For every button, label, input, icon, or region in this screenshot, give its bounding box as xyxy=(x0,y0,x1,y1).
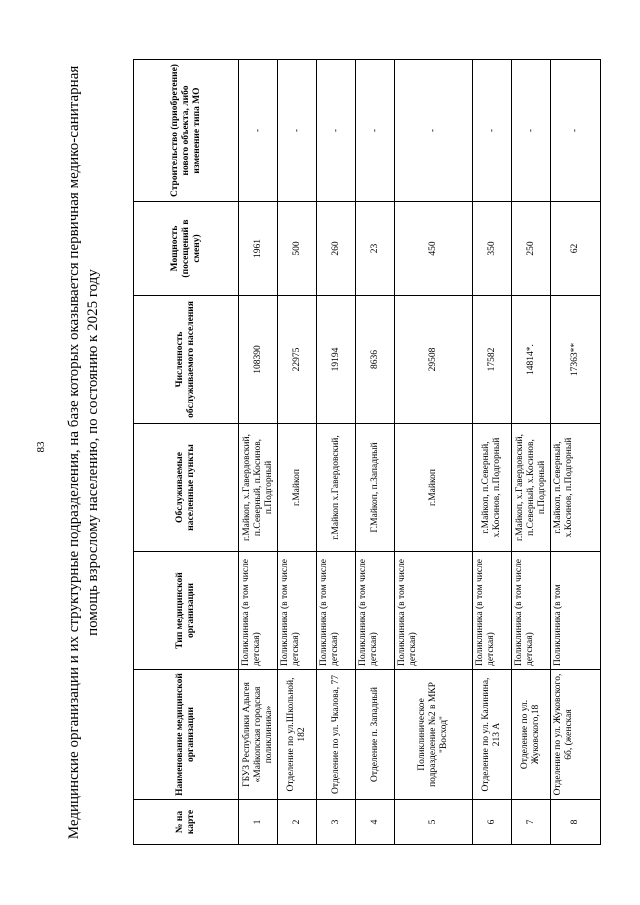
cell-points: г.Майкоп х.Гавердовский, xyxy=(317,424,356,552)
cell-population: 29508 xyxy=(395,296,473,424)
cell-type: Поликлиника (в том числе детская) xyxy=(473,552,512,670)
cell-capacity: 23 xyxy=(356,202,395,296)
cell-num: 3 xyxy=(317,800,356,845)
cell-capacity: 260 xyxy=(317,202,356,296)
header-construction: Строительство (приобретение) нового объекта, либо изменение типа МО xyxy=(134,60,239,202)
header-capacity: Мощность (посещений в смену) xyxy=(134,202,239,296)
document-title-line-1: Медицинские организации и их структурные подразделения, на базе которых оказывается первичная медико-санитарная xyxy=(66,65,82,840)
table-row xyxy=(356,60,395,845)
cell-type: Поликлиника (в том числе детская) xyxy=(395,552,473,670)
table-row xyxy=(317,60,356,845)
table-row xyxy=(473,60,512,845)
document-title xyxy=(65,60,103,845)
cell-type: Поликлиника (в том числе детская) xyxy=(278,552,317,670)
cell-num: 1 xyxy=(239,800,278,845)
table-row xyxy=(239,60,278,845)
cell-population: 17363** xyxy=(551,296,601,424)
cell-points: г.Майкоп, х.Гавердовский, п.Северный, х.Косинов, п.Подгорный xyxy=(512,424,551,552)
cell-num: 6 xyxy=(473,800,512,845)
cell-construction: - xyxy=(512,60,551,202)
header-points: Обслуживаемые населенные пункты xyxy=(134,424,239,552)
header-type: Тип медицинской организации xyxy=(134,552,239,670)
cell-capacity: 1961 xyxy=(239,202,278,296)
rotated-page-content xyxy=(60,60,580,845)
table-header-row xyxy=(134,60,239,845)
cell-construction: - xyxy=(551,60,601,202)
cell-name: ГБУЗ Республики Адыгея «Майкопская городская поликлиника» xyxy=(239,670,278,800)
header-population: Численность обслуживаемого населения xyxy=(134,296,239,424)
page-number: 83 xyxy=(35,441,47,453)
cell-name: Отделение по ул. Жуковского,18 xyxy=(512,670,551,800)
cell-construction: - xyxy=(278,60,317,202)
cell-points: г.Майкоп, п.Северный, х.Косинов, п.Подгорный xyxy=(551,424,601,552)
cell-construction: - xyxy=(317,60,356,202)
medical-organizations-table xyxy=(133,59,601,845)
cell-name: Отделение по ул. Калинина, 213 А xyxy=(473,670,512,800)
cell-num: 2 xyxy=(278,800,317,845)
table-row xyxy=(512,60,551,845)
header-name: Наименование медицинской организации xyxy=(134,670,239,800)
cell-type: Поликлиника (в том числе детская) xyxy=(317,552,356,670)
cell-points: г.Майкоп, х.Гавердовский, п.Северный, п.Косинов, п.Подгорный xyxy=(239,424,278,552)
cell-name: Отделение по ул. Жуковского, 6б, (женская xyxy=(551,670,601,800)
cell-num: 5 xyxy=(395,800,473,845)
cell-num: 4 xyxy=(356,800,395,845)
cell-population: 19194 xyxy=(317,296,356,424)
document-title-line-2: помощь взрослому населению, по состоянию к 2025 году xyxy=(85,269,101,636)
cell-points: г.Майкоп xyxy=(395,424,473,552)
cell-construction: - xyxy=(473,60,512,202)
cell-num: 8 xyxy=(551,800,601,845)
cell-capacity: 350 xyxy=(473,202,512,296)
cell-type: Поликлиника (в том числе детская) xyxy=(356,552,395,670)
cell-num: 7 xyxy=(512,800,551,845)
table-row xyxy=(278,60,317,845)
cell-type: Поликлиника (в том xyxy=(551,552,601,670)
cell-points: г.Майкоп, п.Северный, х.Косинов, п.Подгорный xyxy=(473,424,512,552)
header-num: № на карте xyxy=(134,800,239,845)
cell-capacity: 250 xyxy=(512,202,551,296)
cell-type: Поликлиника (в том числе детская) xyxy=(512,552,551,670)
cell-construction: - xyxy=(395,60,473,202)
cell-name: Отделение по ул. Чкалова, 77 xyxy=(317,670,356,800)
cell-capacity: 500 xyxy=(278,202,317,296)
cell-name: Поликлиническое подразделение №2 в МКР "Восход" xyxy=(395,670,473,800)
cell-construction: - xyxy=(356,60,395,202)
cell-construction: - xyxy=(239,60,278,202)
cell-points: г.Майкоп xyxy=(278,424,317,552)
cell-population: 14814*. xyxy=(512,296,551,424)
cell-population: 108390 xyxy=(239,296,278,424)
cell-type: Поликлиника (в том числе детская) xyxy=(239,552,278,670)
table-row xyxy=(395,60,473,845)
cell-population: 22975 xyxy=(278,296,317,424)
cell-name: Отделение п. Западный xyxy=(356,670,395,800)
cell-capacity: 450 xyxy=(395,202,473,296)
cell-population: 8636 xyxy=(356,296,395,424)
cell-name: Отделение по ул.Школьной, 182 xyxy=(278,670,317,800)
cell-points: Г.Майкоп, п.Западный xyxy=(356,424,395,552)
cell-capacity: 62 xyxy=(551,202,601,296)
table-row xyxy=(551,60,601,845)
cell-population: 17582 xyxy=(473,296,512,424)
